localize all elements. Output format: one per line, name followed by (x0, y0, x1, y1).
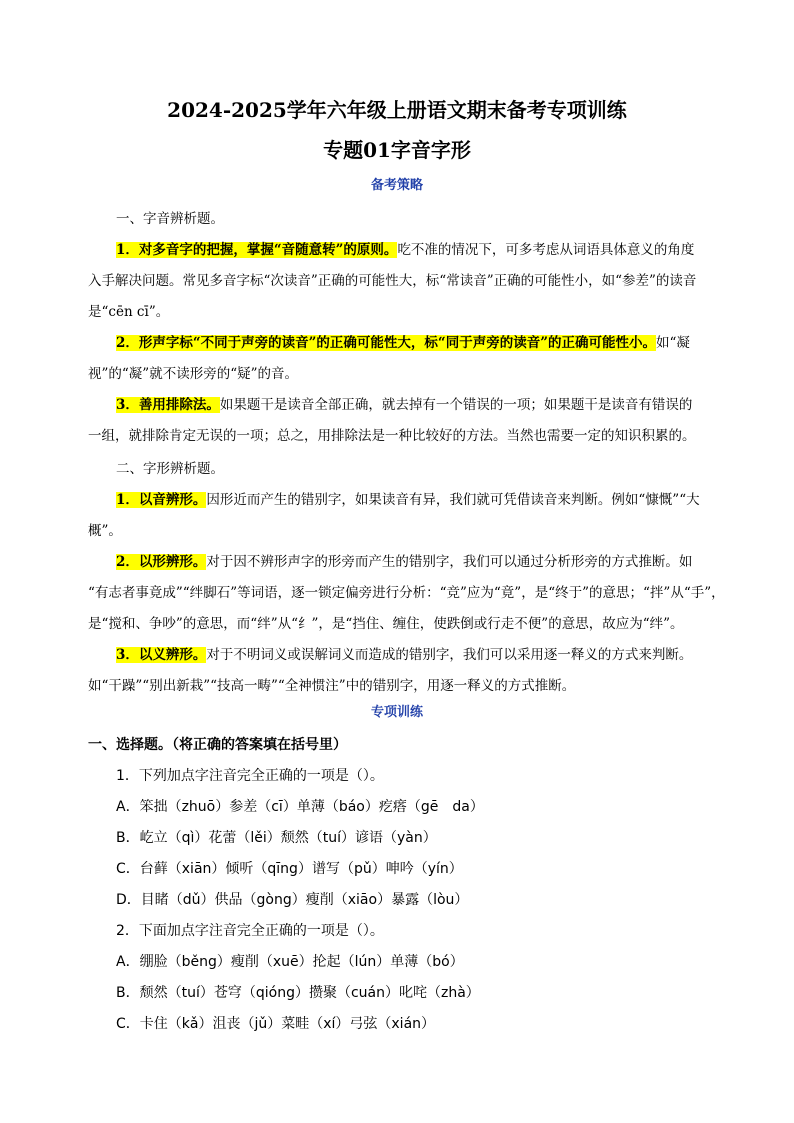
s1-tip3-line2: 一组，就排除肯定无误的一项；总之，用排除法是一种比较好的方法。当然也需要一定的知识积累的。 (88, 428, 696, 444)
q2-stem: 2．下面加点字注音完全正确的一项是（）。 (116, 923, 384, 939)
strategy-header: 备考策略 (370, 178, 423, 193)
q2-option-b: B．颓然（tuí）苍穹（qióng）攒聚（cuán）叱咤（zhà） (116, 985, 480, 1001)
q2-option-a: A．绷脸（běng）瘦削（xuē）抡起（lún）单薄（bó） (116, 954, 464, 970)
s2-tip2-highlight: 2．以形辨形。 (116, 554, 207, 570)
s1-tip2-highlight: 2．形声字标“不同于声旁的读音”的正确可能性大，标“同于声旁的读音”的正确可能性小。 (116, 335, 656, 351)
s2-tip1-text: 因形近而产生的错别字，如果读音有异，我们就可凭借读音来判断。例如“慷慨”“大 (206, 492, 700, 508)
s2-tip1-line2: 概”。 (88, 523, 122, 539)
q1-stem: 1．下列加点字注音完全正确的一项是（）。 (116, 768, 384, 784)
q1-option-c: C．台藓（xiān）倾听（qīng）谱写（pǔ）呻吟（yín） (116, 861, 463, 877)
q1-option-b: B．屹立（qì）花蕾（lěi）颓然（tuí）谚语（yàn） (116, 830, 437, 846)
section1-heading: 一、字音辨析题。 (116, 211, 224, 227)
s2-tip2-text: 对于因不辨形声字的形旁而产生的错别字，我们可以通过分析形旁的方式推断。如 (206, 554, 693, 570)
s1-tip3-line1 (116, 393, 746, 413)
s1-tip2-line2: 视”的“凝”就不读形旁的“疑”的音。 (88, 366, 299, 382)
s1-tip2-line1 (116, 331, 746, 351)
s1-tip2-text: 如“凝 (655, 335, 690, 351)
q1-option-d: D．目睹（dǔ）供品（gòng）瘦削（xiāo）暴露（lòu） (116, 892, 469, 908)
s1-tip1-highlight: 1．对多音字的把握，掌握“音随意转”的原则。 (116, 242, 398, 258)
document-subtitle: 专题01字音字形 (323, 138, 471, 162)
section2-heading: 二、字形辨析题。 (116, 461, 224, 477)
s2-tip3-line2: 如“干躁”“别出新栽”“技高一畴”“全神惯注”中的错别字，用逐一释义的方式推断。 (88, 678, 576, 694)
s2-tip3-highlight: 3．以义辨形。 (116, 647, 207, 663)
s2-tip2-line3: 是“搅和、争吵”的意思，而“绊”从“纟”，是“挡住、缠住，使跌倒或行走不便”的意思，故应为“绊”。 (88, 616, 684, 632)
s1-tip1-line1 (116, 238, 746, 258)
s2-tip2-line2: “有志者事竟成”“绊脚石”等词语，逐一锁定偏旁进行分析：“竞”应为“竟”，是“终于”的意思；“拌”从“手”， (88, 585, 725, 601)
s2-tip3-text: 对于不明词义或误解词义而造成的错别字，我们可以采用逐一释义的方式来判断。 (206, 647, 693, 663)
s1-tip1-line2: 入手解决问题。常见多音字标“次读音”正确的可能性大，标“常读音”正确的可能性小，如“参差”的读音 (88, 273, 697, 289)
document-title: 2024-2025学年六年级上册语文期末备考专项训练 (167, 98, 627, 122)
s1-tip1-text: 吃不准的情况下，可多考虑从词语具体意义的角度 (397, 242, 695, 258)
q1-option-a: A．笨拙（zhuō）参差（cī）单薄（báo）疙瘩（gē da） (116, 799, 484, 815)
s1-tip3-text: 如果题干是读音全部正确，就去掉有一个错误的一项；如果题干是读音有错误的 (219, 397, 693, 413)
part1-heading: 一、选择题。（将正确的答案填在括号里） (88, 737, 347, 753)
s1-tip3-highlight: 3．善用排除法。 (116, 397, 220, 413)
s2-tip1-line1 (116, 488, 746, 508)
s2-tip3-line1 (116, 643, 746, 663)
q2-option-c: C．卡住（kǎ）沮丧（jǔ）菜畦（xí）弓弦（xián） (116, 1016, 436, 1032)
s2-tip1-highlight: 1．以音辨形。 (116, 492, 207, 508)
s2-tip2-line1 (116, 550, 746, 570)
training-header: 专项训练 (370, 705, 423, 720)
s1-tip1-line3: 是“cēn cī”。 (88, 304, 170, 320)
